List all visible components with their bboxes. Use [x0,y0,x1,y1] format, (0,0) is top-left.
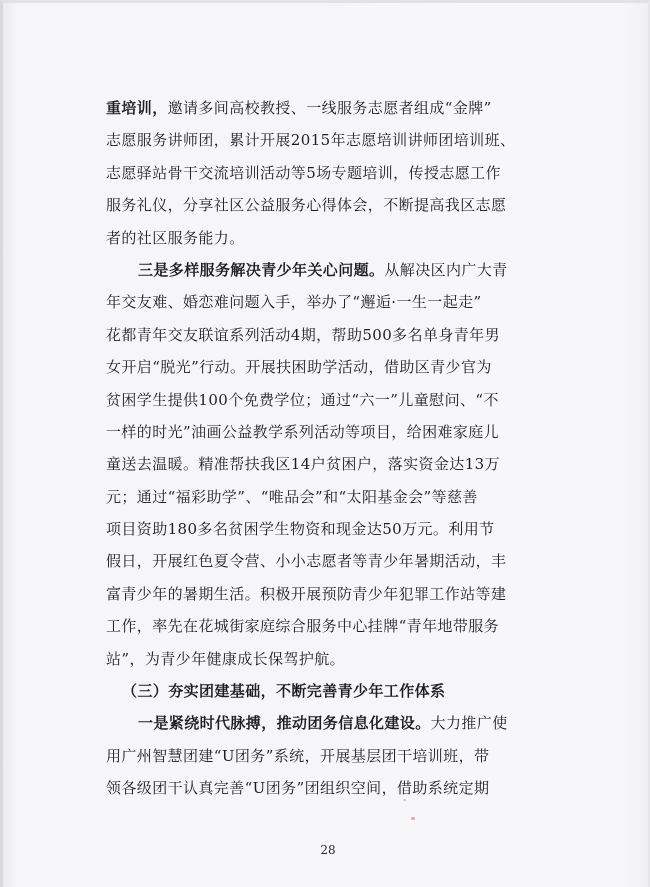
body-text [106,92,552,805]
bold-lead: 重培训， [106,99,168,117]
text-line: 服务礼仪，分享社区公益服务心得体会，不断提高我区志愿 [106,196,507,215]
text-line: 工作，率先在花城街家庭综合服务中心挂牌“青年地带服务 [106,617,500,636]
text-line: 站”，为青少年健康成长保驾护航。 [106,649,346,668]
text-line: 女开启“脱光”行动。开展扶困助学活动，借助区青少官为 [106,358,492,377]
text-line: 重培训，邀请多间高校教授、一线服务志愿者组成“金牌” [106,99,492,117]
ink-speck [411,817,415,820]
text-line: 贫困学生提供100个免费学位；通过“六一”儿童慰问、“不 [106,390,499,409]
text-line: 富青少年的暑期生活。积极开展预防青少年犯罪工作站等建 [106,584,507,603]
text-line: 假日，开展红色夏令营、小小志愿者等青少年暑期活动，丰 [106,552,507,571]
text-line: 元；通过“福彩助学”、“唯品会”和“太阳基金会”等慈善 [106,487,478,506]
text-line: 花都青年交友联谊系列活动4期，帮助500多名单身青年男 [106,325,500,344]
text-line: 志愿服务讲师团，累计开展2015年志愿培训讲师团培训班、 [106,131,516,150]
text-line: 项目资助180多名贫困学生物资和现金达50万元。利用节 [106,520,495,539]
text-line: 者的社区服务能力。 [106,228,245,247]
bold-lead: 一是紧绕时代脉搏，推动团务信息化建设。 [138,714,431,733]
text-line: 三是多样服务解决青少年关心问题。从解决区内广大青 [138,260,508,279]
text-line: 一样的时光”油画公益教学系列活动等项目，给困难家庭儿 [106,422,500,441]
text-line: 年交友难、婚恋难问题入手，举办了“邂逅·一生一起走” [106,293,482,312]
text-line: 童送去温暖。精准帮扶我区14户贫困户，落实资金达13万 [106,455,500,474]
page-number: 28 [320,843,336,857]
text-line: 领各级团干认真完善“U团务”团组织空间，借助系统定期 [106,779,490,798]
text-line: 志愿驿站骨干交流培训活动等5场专题培训，传授志愿工作 [106,163,501,182]
ink-speck [403,799,406,801]
section-heading: （三）夯实团建基础，不断完善青少年工作体系 [122,682,446,701]
text-line: 一是紧绕时代脉搏，推动团务信息化建设。大力推广使 [138,714,508,733]
text-line: 用广州智慧团建“U团务”系统，开展基层团干培训班，带 [106,746,490,765]
bold-lead: 三是多样服务解决青少年关心问题。 [138,260,385,279]
